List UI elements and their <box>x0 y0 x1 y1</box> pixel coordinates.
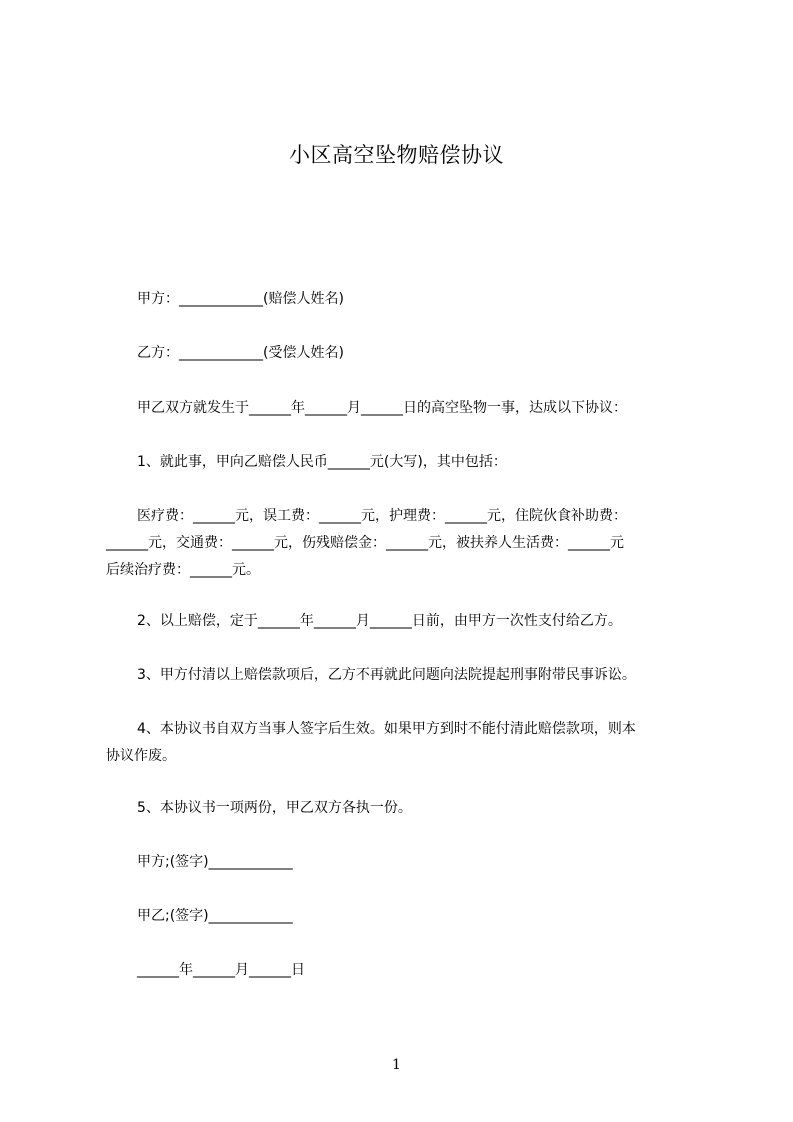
signature-party-b: 甲乙;(签字)____________ <box>137 908 293 924</box>
party-a-line: 甲方：____________(赔偿人姓名) <box>137 291 344 307</box>
signature-date: ______年______月______日 <box>137 962 305 978</box>
clause-3: 3、甲方付清以上赔偿款项后，乙方不再就此问题向法院提起刑事附带民事诉讼。 <box>137 667 636 683</box>
fees-line-2: ______元，交通费：______元，伤残赔偿金：______元，被扶养人生活费：______元 <box>106 535 624 551</box>
intro-paragraph: 甲乙双方就发生于______年______月______日的高空坠物一事，达成以下协议： <box>137 400 627 416</box>
clause-2: 2、以上赔偿，定于______年______月______日前，由甲方一次性支付给乙方。 <box>137 613 622 629</box>
fees-line-3: 后续治疗费：______元。 <box>106 562 260 578</box>
party-b-line: 乙方：____________(受偿人姓名) <box>137 345 344 361</box>
clause-1: 1、就此事，甲向乙赔偿人民币______元(大写)，其中包括： <box>137 454 507 470</box>
page-number: 1 <box>392 1057 401 1073</box>
signature-party-a: 甲方;(签字)____________ <box>137 854 293 870</box>
document-title: 小区高空坠物赔偿协议 <box>289 143 504 167</box>
clause-4-line-2: 协议作废。 <box>106 748 176 764</box>
clause-5: 5、本协议书一项两份，甲乙双方各执一份。 <box>137 800 412 816</box>
fees-line-1: 医疗费：______元，误工费：______元，护理费：______元，住院伙食补助费： <box>137 508 627 524</box>
clause-4-line-1: 4、本协议书自双方当事人签字后生效。如果甲方到时不能付清此赔偿款项，则本 <box>137 721 636 737</box>
